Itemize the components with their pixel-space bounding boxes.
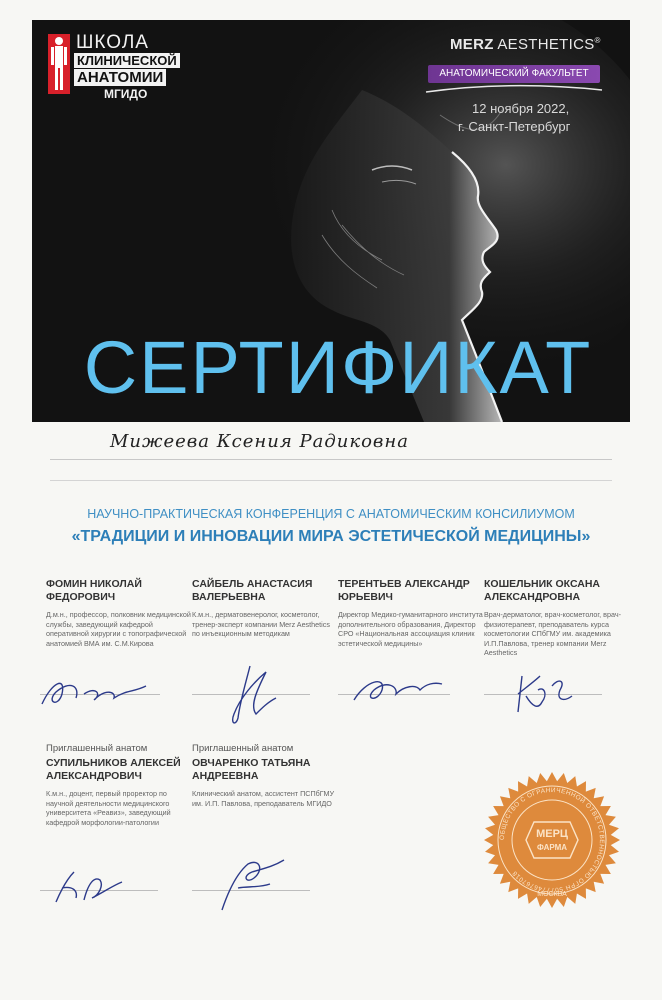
signatory-koshelnik <box>484 578 630 658</box>
name-underline <box>50 459 612 460</box>
seal-center-top: МЕРЦ <box>536 828 568 840</box>
signatory-description: Директор Медико-гуманитарного института дополнительного образования, Директор СРО «Национальная ассоциация клиник эстетической медицины» <box>338 610 483 648</box>
signatory-fomin <box>46 578 192 648</box>
signatory-name: КОШЕЛЬНИК ОКСАНА АЛЕКСАНДРОВНА <box>484 578 601 603</box>
hero-banner <box>32 20 630 422</box>
seal-center-bottom: ФАРМА <box>536 843 568 852</box>
signature-supilnikov <box>48 862 138 912</box>
company-seal <box>482 770 622 910</box>
brand-swoosh-icon <box>424 84 604 94</box>
conference-subtitle: НАУЧНО-ПРАКТИЧЕСКАЯ КОНФЕРЕНЦИЯ С АНАТОМИЧЕСКИМ КОНСИЛИУМОМ <box>87 507 575 521</box>
signatory-description: Врач-дерматолог, врач-косметолог, врач-физиотерапевт, преподаватель курса косметологии СПбГМУ им. академика И.П.Павлова, тренер компании Merz Aesthetics <box>484 610 621 657</box>
signature-terentyev <box>346 670 446 710</box>
invited-anatomist-label: Приглашенный анатом <box>192 743 294 754</box>
faculty-banner: АНАТОМИЧЕСКИЙ ФАКУЛЬТЕТ <box>428 65 600 83</box>
recipient-name: Мижеева Ксения Радиковна <box>110 431 409 452</box>
seal-city: МОСКВА <box>537 891 567 898</box>
anatomy-figure-icon <box>48 34 70 94</box>
signature-ovcharenko <box>208 852 298 918</box>
signature-koshelnik <box>508 666 578 722</box>
event-date: 12 ноября 2022, <box>472 101 570 116</box>
signatory-description: Клинический анатом, ассистент ПСПбГМУ им. И.П. Павлова, преподаватель МГИДО <box>192 789 335 808</box>
blank-underline <box>50 480 612 481</box>
signatory-name: СУПИЛЬНИКОВ АЛЕКСЕЙ АЛЕКСАНДРОВИЧ <box>46 757 181 782</box>
signatory-saybel <box>192 578 338 639</box>
logo-line-1: ШКОЛА <box>76 32 149 53</box>
conference-title: «ТРАДИЦИИ И ИННОВАЦИИ МИРА ЭСТЕТИЧЕСКОЙ МЕДИЦИНЫ» <box>71 528 591 545</box>
signatory-name: ТЕРЕНТЬЕВ АЛЕКСАНДР ЮРЬЕВИЧ <box>338 578 470 603</box>
school-logo <box>48 34 198 106</box>
signatory-ovcharenko <box>192 743 338 808</box>
invited-anatomist-label: Приглашенный анатом <box>46 743 148 754</box>
certificate-title: СЕРТИФИКАТ <box>83 326 593 409</box>
signatory-description: К.м.н., дерматовенеролог, косметолог, тренер-эксперт компании Merz Aesthetics по инъекционным методикам <box>192 610 330 638</box>
signature-fomin <box>36 668 156 712</box>
logo-line-3: АНАТОМИИ <box>74 69 166 86</box>
signatory-name: ОВЧАРЕНКО ТАТЬЯНА АНДРЕЕВНА <box>192 757 311 782</box>
signatory-name: САЙБЕЛЬ АНАСТАСИЯ ВАЛЕРЬЕВНА <box>192 578 313 603</box>
signatory-name: ФОМИН НИКОЛАЙ ФЕДОРОВИЧ <box>46 578 142 603</box>
logo-line-4: МГИДО <box>104 87 148 101</box>
signatory-description: К.м.н., доцент, первый проректор по научной деятельности медицинского университета «Реавиз», заведующий кафедрой морфологии-патологии <box>46 789 171 827</box>
merz-aesthetics-logo: MERZ AESTHETICS® <box>450 36 601 53</box>
signatory-description: Д.м.н., профессор, полковник медицинской службы, заведующий кафедрой оперативной хирургии с топографической анатомией ВМА им. С.М.Кирова <box>46 610 191 648</box>
event-city: г. Санкт-Петербург <box>458 119 571 134</box>
logo-line-2: КЛИНИЧЕСКОЙ <box>74 53 180 68</box>
seal-ring-text: ОБЩЕСТВО С ОГРАНИЧЕННОЙ ОТВЕТСТВЕННОСТЬЮ ОГРН 5077746767018 <box>498 786 606 894</box>
signatory-supilnikov <box>46 743 192 827</box>
signatory-terentyev <box>338 578 484 648</box>
signature-saybel <box>210 662 290 728</box>
